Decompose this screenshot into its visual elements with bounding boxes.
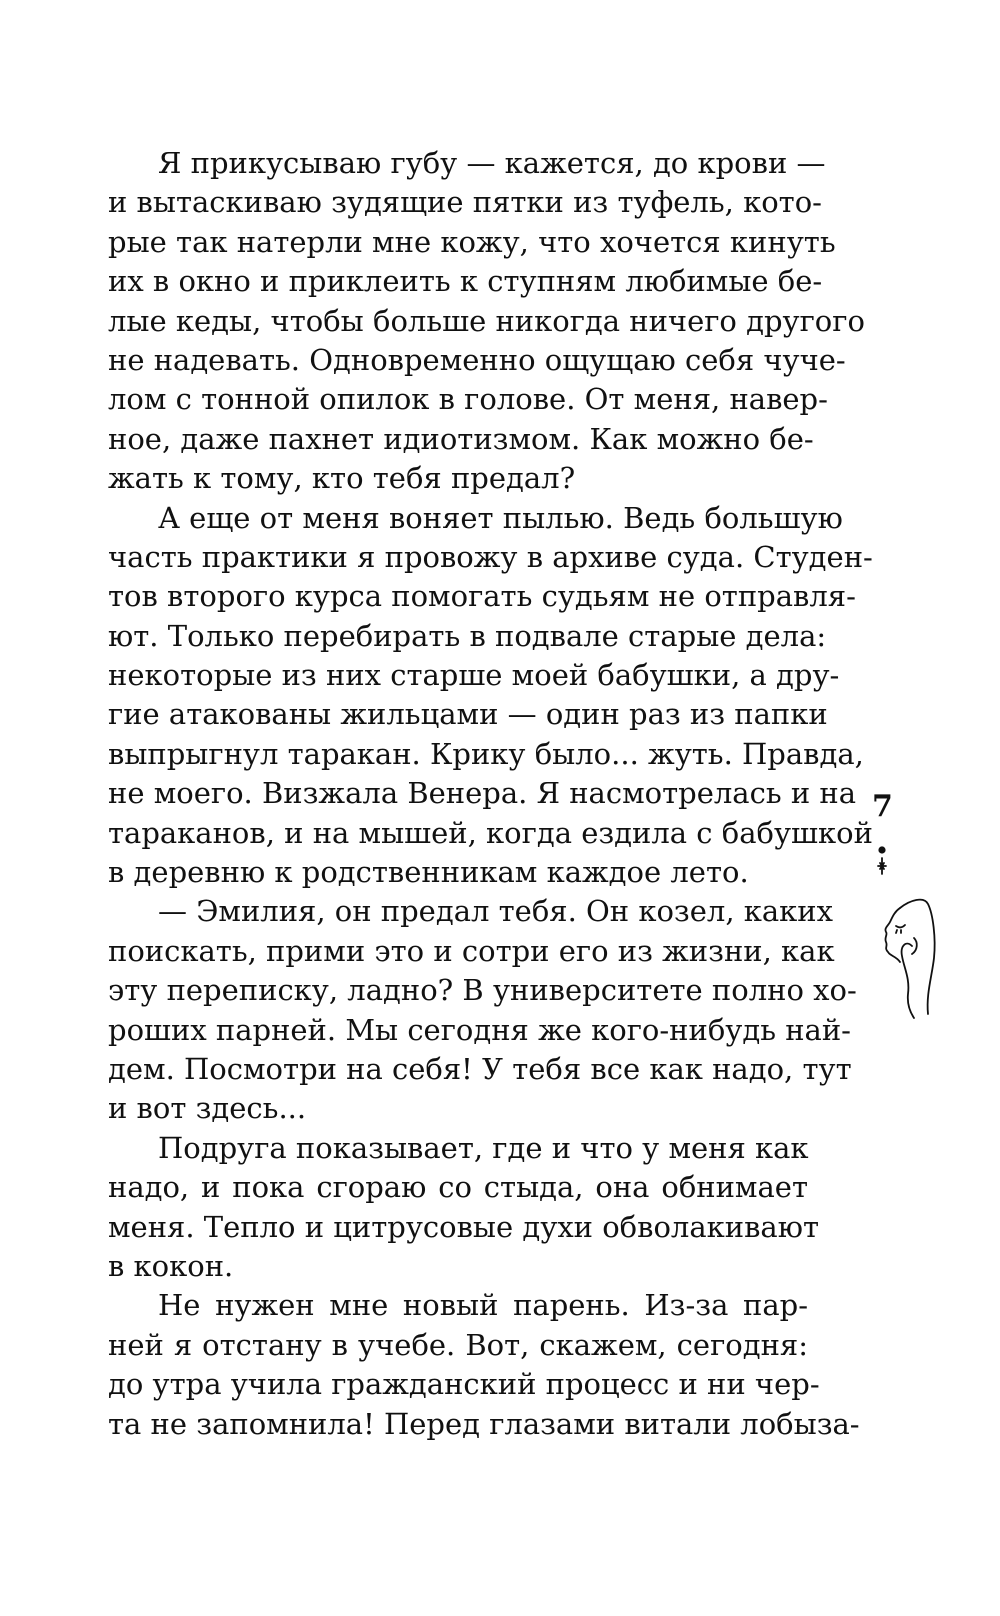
text-line: не моего. Визжала Венера. Я насмотрелась и на [108,776,856,811]
text-line: жать к тому, кто тебя предал? [108,461,576,496]
text-line: дем. Посмотри на себя! У тебя все как надо, тут [108,1051,852,1086]
text-line: ней я отстану в учебе. Вот, скажем, сегодня: [108,1327,808,1362]
text-line: не надевать. Одновременно ощущаю себя чуче- [108,342,846,377]
text-line: до утра учила гражданский процесс и ни чер- [108,1367,820,1402]
text-line: А еще от меня воняет пылью. Ведь большую [158,500,843,535]
text-line: рые так натерли мне кожу, что хочется кинуть [108,224,836,259]
text-line: и вот здесь... [108,1091,307,1126]
text-line: некоторые из них старше моей бабушки, а дру- [108,658,840,693]
text-line: в деревню к родственникам каждое лето. [108,855,749,890]
page-number: 7 [872,789,893,824]
text-line: роших парней. Мы сегодня же кого-нибудь най- [108,1012,851,1047]
text-line: тов второго курса помогать судьям не отправля- [108,579,856,614]
text-line: меня. Тепло и цитрусовые духи обволакивают [108,1209,819,1244]
text-line: Не нужен мне новый парень. Из-за пар- [158,1288,808,1323]
text-line: в кокон. [108,1248,234,1283]
text-line: выпрыгнул таракан. Крику было... жуть. Правда, [108,736,864,771]
text-line: их в окно и приклеить к ступням любимые бе- [108,264,823,299]
text-line: тараканов, и на мышей, когда ездила с бабушкой [108,815,873,850]
text-line: та не запомнила! Перед глазами витали лобыза- [108,1406,860,1441]
face-line-art-icon [870,846,944,1026]
body-text [108,144,873,1444]
text-line: лые кеды, чтобы больше никогда ничего другого [108,303,865,338]
text-line: поискать, прими это и сотри его из жизни, как [108,933,835,968]
text-line: эту переписку, ладно? В университете полно хо- [108,973,857,1008]
text-line: ное, даже пахнет идиотизмом. Как можно бе- [108,421,814,456]
text-line: Подруга показывает, где и что у меня как [158,1130,809,1165]
ornament-star [878,858,886,874]
ornament-dot [878,846,885,853]
text-line: — Эмилия, он предал тебя. Он козел, каких [158,894,833,929]
text-line: лом с тонной опилок в голове. От меня, навер- [108,382,828,417]
text-line: гие атакованы жильцами — один раз из папки [108,697,828,732]
text-line: ют. Только перебирать в подвале старые дела: [108,618,827,653]
text-line: и вытаскиваю зудящие пятки из туфель, кото- [108,185,822,220]
text-line: надо, и пока сгораю со стыда, она обнимает [108,1170,808,1205]
text-line: часть практики я провожу в архиве суда. Студен- [108,539,873,574]
text-line: Я прикусываю губу — кажется, до крови — [158,146,826,180]
